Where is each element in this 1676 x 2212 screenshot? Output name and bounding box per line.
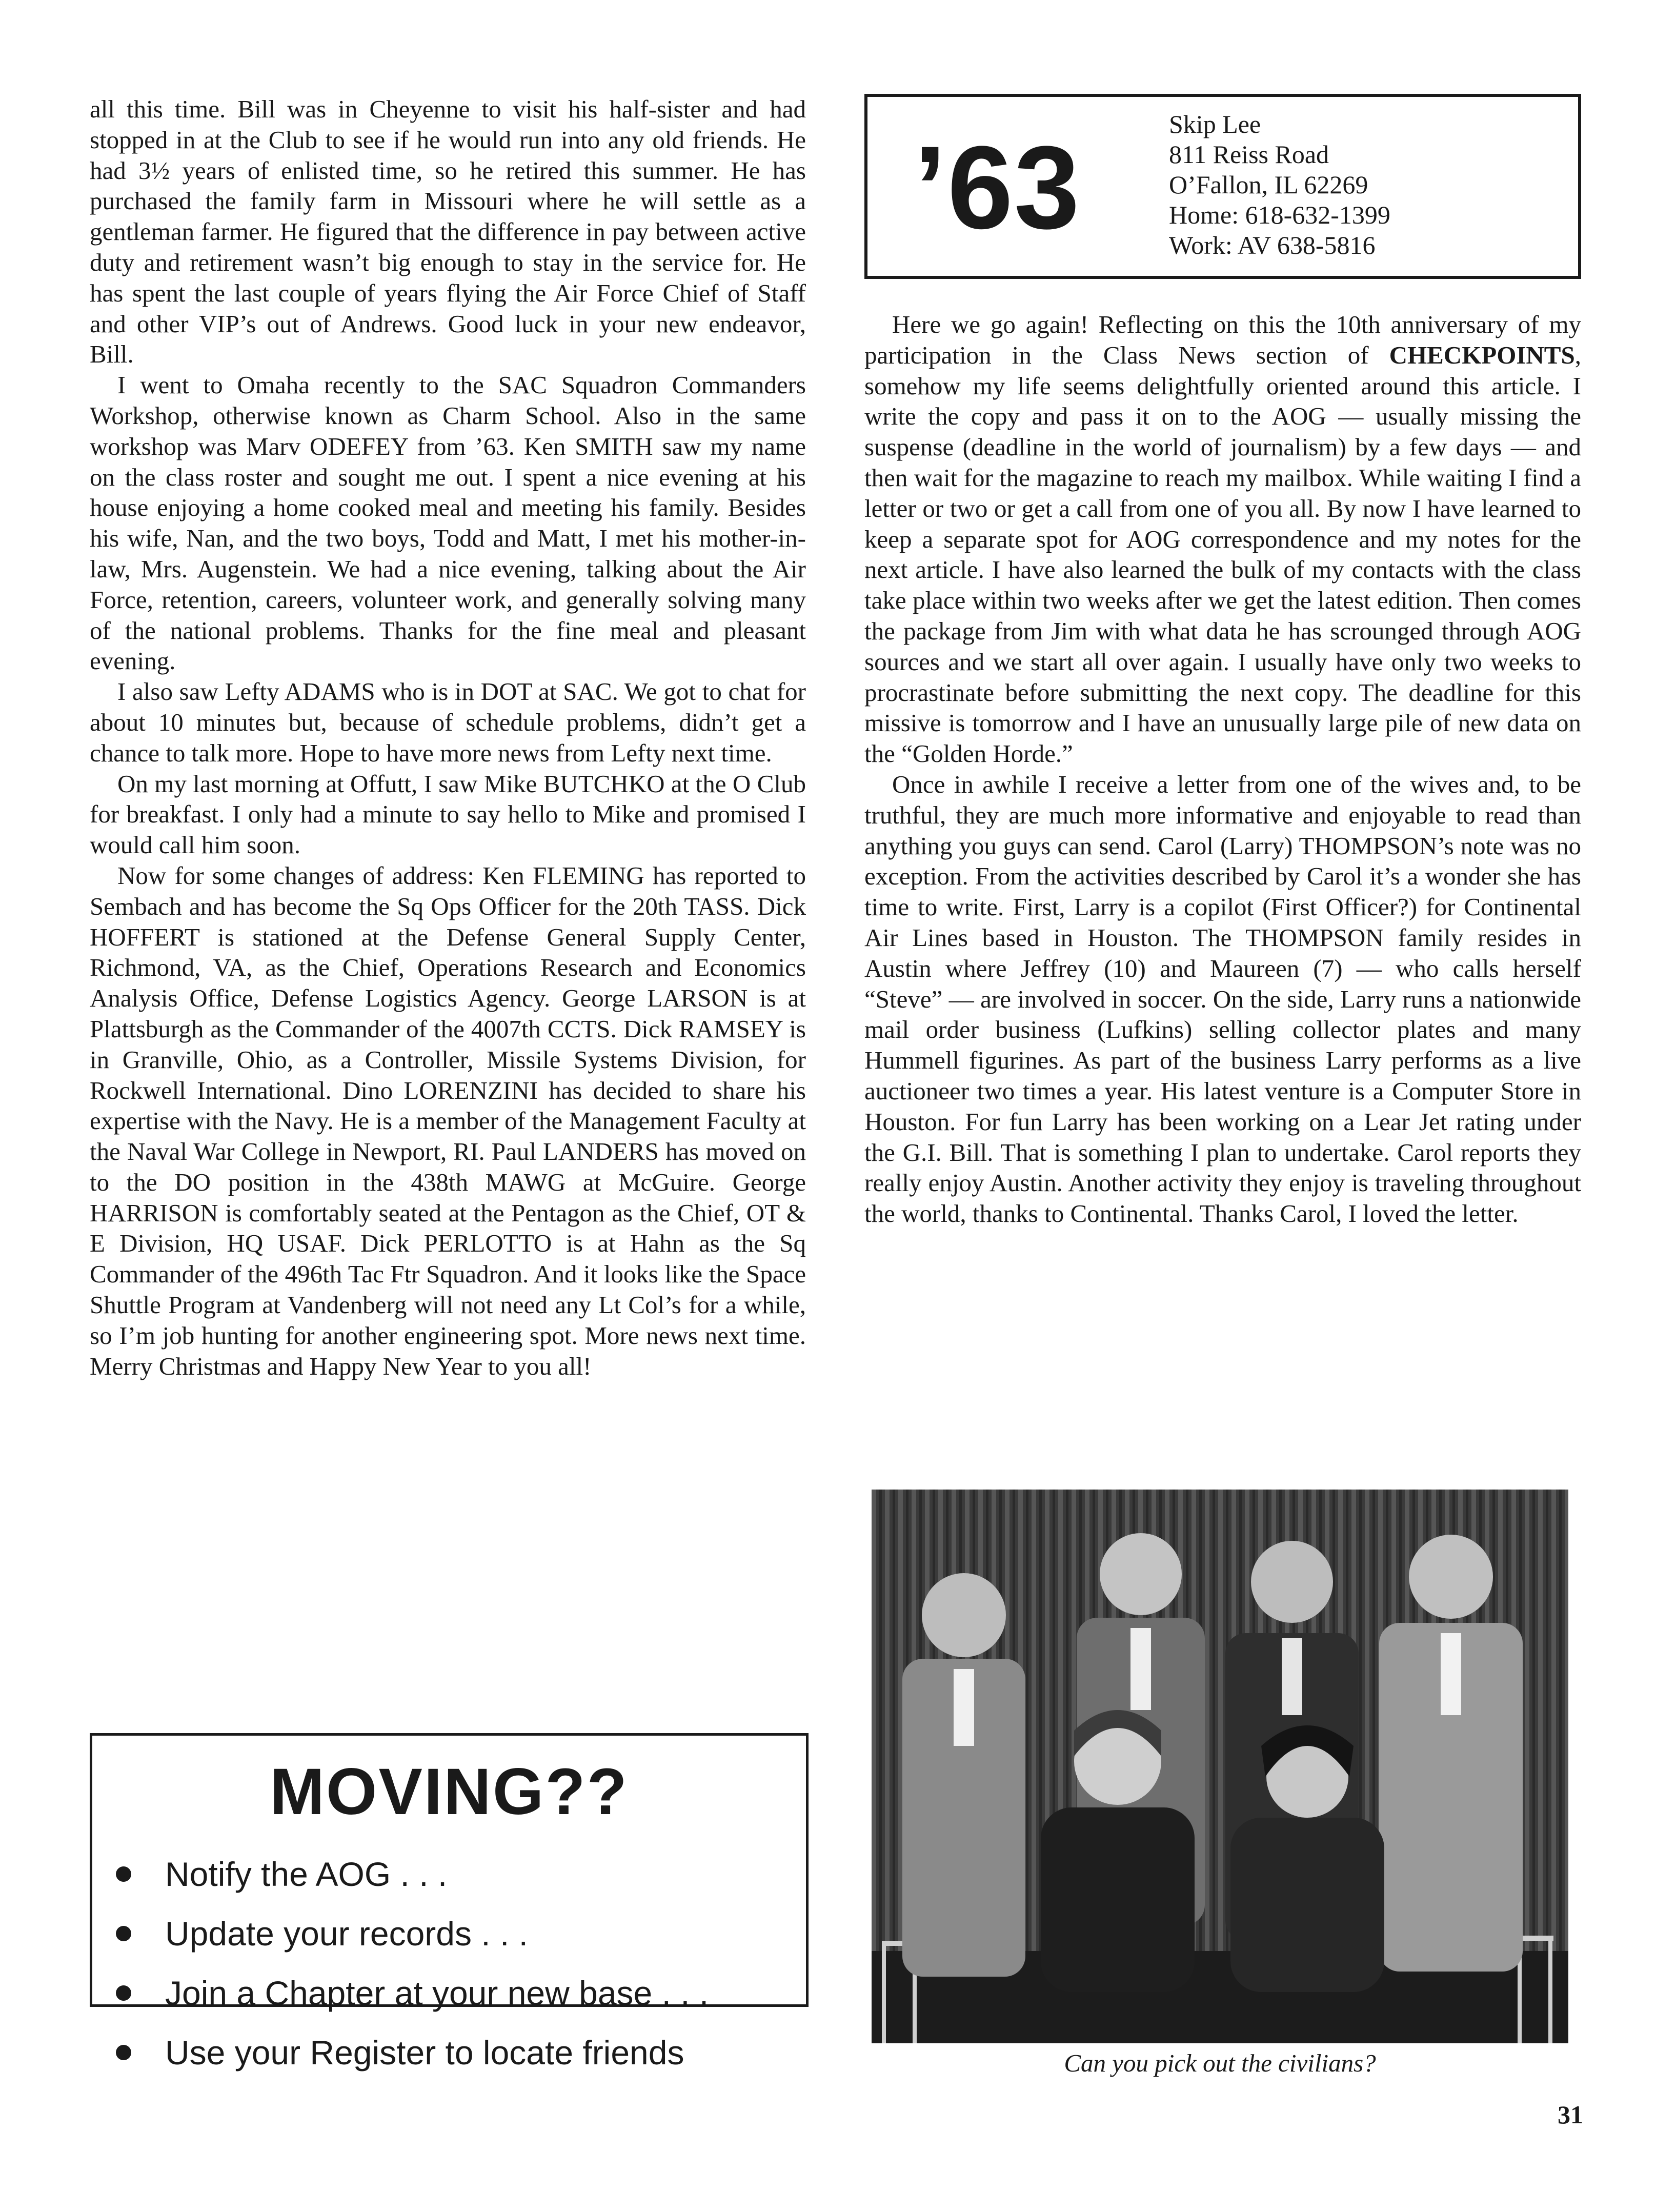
list-item [116,1963,709,2023]
paragraph: On my last morning at Offutt, I saw Mike BUTCHKO at the O Club for breakfast. I only had a minute to say hello to Mike and promised I would call him soon. [90,769,806,859]
list-item-text: Join a Chapter at your new base . . . [165,1974,709,2012]
paragraph: I went to Omaha recently to the SAC Squadron Commanders Workshop, otherwise known as Charm School. Also in the same workshop was Marv ODEFEY from ’63. Ken SMITH saw my name on the class roster and sought me out. I spent a nice evening at his house enjoying a home cooked meal and meeting his family. Besides his wife, Nan, and the two boys, Todd and Matt, I met his mother-in-law, Mrs. Augenstein. We had a nice evening, talking about the Air Force, retention, careers, volunteer work, and generally solving many of the national problems. Thanks for the fine meal and pleasant evening. [90,371,806,675]
text-span: Here we go again! Reflecting on this the 10th anniversary of my participation in the Class News section of [864,310,1581,369]
list-item-text: Notify the AOG . . . [165,1855,448,1893]
left-column [90,94,806,1381]
moving-list [116,1844,709,2082]
bullet-icon [116,1866,131,1882]
paragraph: I also saw Lefty ADAMS who is in DOT at SAC. We got to chat for about 10 minutes but, because of schedule problems, didn’t get a chance to talk more. Hope to have more news from Lefty next time. [90,677,806,767]
list-item [116,1904,709,1963]
contact-info [1169,109,1390,260]
magazine-name: CHECKPOINTS [1389,340,1575,369]
group-photo-illustration [872,1490,1568,2043]
photo-caption: Can you pick out the civilians? [1064,2049,1376,2077]
bullet-icon [116,1985,131,2001]
contact-city: O’Fallon, IL 62269 [1169,170,1368,199]
group-photo [872,1490,1568,2043]
page-number: 31 [1558,2100,1583,2129]
right-column [864,309,1581,1229]
list-item [116,2023,709,2082]
list-item-text: Update your records . . . [165,1915,528,1953]
class-year: ’63 [914,122,1081,253]
text-span: , somehow my life seems delightfully oriented around this article. I write the copy and pass it on to the AOG — usually missing the suspense (deadline in the world of journalism) by a few days — and then wait for the magazine to reach my mailbox. While waiting I find a letter or two or get a call from one of you all. By now I have learned to keep a separate spot for AOG correspondence and my notes for the next article. I have also learned the bulk of my contacts with the class take place within two weeks after we get the latest edition. Then comes the package from Jim with what data he has scrounged through AOG sources and we start all over again. I usually have only two weeks to procrastinate before submitting the next copy. The deadline for this missive is tomorrow and I have an unusually large pile of new data on the “Golden Horde.” [864,340,1581,768]
list-item [116,1844,709,1904]
bullet-icon [116,2045,131,2060]
moving-title: MOVING?? [270,1755,629,1828]
paragraph: Now for some changes of address: Ken FLEMING has reported to Sembach and has become the Sq Ops Officer for the 20th TASS. Dick HOFFERT is stationed at the Defense General Supply Center, Richmond, VA, as the Chief, Operations Research and Economics Analysis Office, Defense Logistics Agency. George LARSON is at Plattsburgh as the Commander of the 4007th CCTS. Dick RAMSEY is in Granville, Ohio, as a Controller, Missile Systems Division, for Rockwell International. Dino LORENZINI has decided to share his expertise with the Navy. He is a member of the Management Faculty at the Naval War College in Newport, RI. Paul LANDERS has moved on to the DO position in the 438th MAWG at McGuire. George HARRISON is comfortably seated at the Pentagon as the Chief, OT & E Division, HQ USAF. Dick PERLOTTO is at Hahn as the Sq Commander of the 496th Tac Ftr Squadron. And it looks like the Space Shuttle Program at Vandenberg will not need any Lt Col’s for a while, so I’m job hunting for another engineering spot. More news next time. Merry Christmas and Happy New Year to you all! [90,861,806,1380]
paragraph: all this time. Bill was in Cheyenne to visit his half-sister and had stopped in at the Club to see if he would run into any old friends. He had 3½ years of enlisted time, so he retired this summer. He has purchased the family farm in Missouri where he will settle as a gentleman farmer. He figured that the difference in pay between active duty and retirement wasn’t big enough to stay in the service for. He has spent the last couple of years flying the Air Force Chief of Staff and other VIP’s out of Andrews. Good luck in your new endeavor, Bill. [90,95,806,369]
contact-street: 811 Reiss Road [1169,140,1329,169]
paragraph [864,309,1581,769]
class-header-box [864,94,1581,279]
contact-work-phone: Work: AV 638-5816 [1169,231,1376,259]
contact-home-phone: Home: 618-632-1399 [1169,200,1390,229]
moving-notice-box [90,1733,809,2072]
list-item-text: Use your Register to locate friends [165,2034,684,2072]
paragraph: Once in awhile I receive a letter from one of the wives and, to be truthful, they are much more informative and enjoyable to read than anything you guys can send. Carol (Larry) THOMPSON’s note was no exception. From the activities described by Carol it’s a wonder she has time to write. First, Larry is a copilot (First Officer?) for Continental Air Lines based in Houston. The THOMPSON family resides in Austin where Jeffrey (10) and Maureen (7) — who calls herself “Steve” — are involved in soccer. On the side, Larry runs a nationwide mail order business (Lufkins) selling collector plates and many Hummell figurines. As part of the business Larry performs as a live auctioneer two times a year. His latest venture is a Computer Store in Houston. For fun Larry has been working on a Lear Jet rating under the G.I. Bill. That is something I plan to undertake. Carol reports they really enjoy Austin. Another activity they enjoy is traveling throughout the world, thanks to Continental. Thanks Carol, I loved the letter. [864,770,1581,1228]
bullet-icon [116,1926,131,1941]
contact-name: Skip Lee [1169,110,1261,138]
